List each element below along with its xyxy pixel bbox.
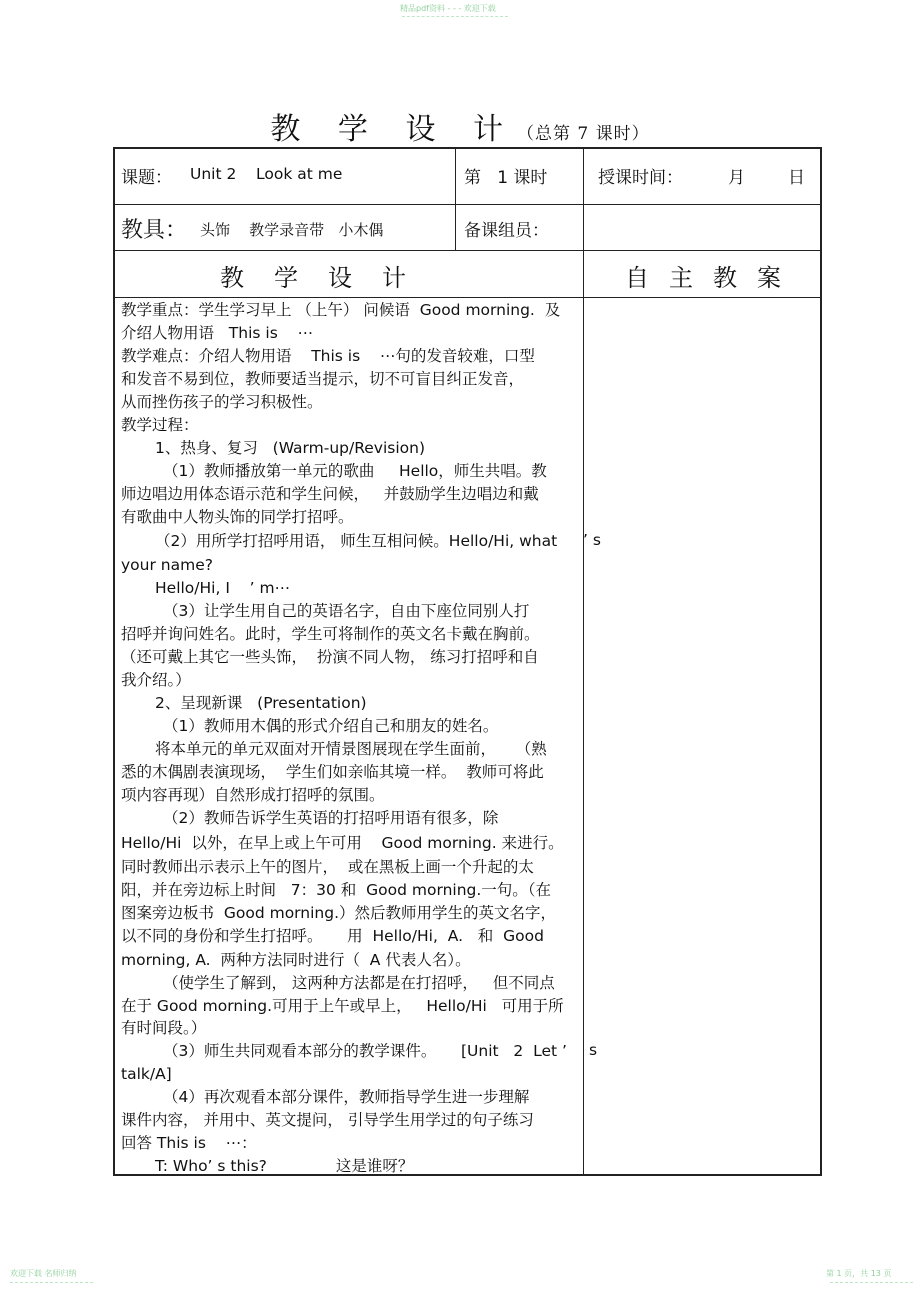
right-column-text: ’ s xyxy=(583,531,601,549)
tools-value: 头饰 教学录音带 小木偶 xyxy=(200,221,384,239)
body-line: 招呼并询问姓名。此时，学生可将制作的英文名卡戴在胸前。 xyxy=(121,625,540,643)
body-line: 介绍人物用语 This is ⋯ xyxy=(121,324,313,342)
body-line: 2、呈现新课 (Presentation) xyxy=(155,694,367,712)
tools-label: 教具： xyxy=(121,218,188,243)
body-line: morning, A. 两种方法同时进行（ A 代表人名）。 xyxy=(121,951,471,969)
body-line: 和发音不易到位，教师要适当提示，切不可盲目纠正发音， xyxy=(121,370,525,388)
title-sub: （总第 7 课时） xyxy=(516,124,650,144)
body-line: （4）再次观看本部分课件，教师指导学生进一步理解 xyxy=(163,1088,530,1106)
body-line: 项内容再现）自然形成打招呼的氛围。 xyxy=(121,786,385,804)
table-border xyxy=(455,147,456,251)
body-line: Hello/Hi 以外，在早上或上午可用 Good morning. 来进行。 xyxy=(121,834,564,852)
body-line: 教学过程： xyxy=(121,416,199,434)
table-border xyxy=(113,297,822,298)
body-line: 有歌曲中人物头饰的同学打招呼。 xyxy=(121,508,354,526)
table-border xyxy=(583,147,584,1176)
month-label: 月 xyxy=(728,168,745,188)
body-line: 我介绍。） xyxy=(121,671,191,689)
footer-left-watermark: 欢迎下载 名师归纳 xyxy=(10,1269,77,1278)
table-border xyxy=(113,147,822,149)
body-line: 回答 This is ⋯： xyxy=(121,1134,257,1152)
body-line: 从而挫伤孩子的学习积极性。 xyxy=(121,393,323,411)
body-line: T: Who’ s this? 这是谁呀？ xyxy=(155,1157,414,1175)
lesson-number: 第 1 课时 xyxy=(464,168,548,188)
self-plan-header: 自主教案 xyxy=(625,264,801,292)
body-line: （2）用所学打招呼用语， 师生互相问候。Hello/Hi, what xyxy=(155,532,558,550)
body-line: 将本单元的单元双面对开情景图展现在学生面前， （熟 xyxy=(155,740,547,758)
body-line: 有时间段。） xyxy=(121,1019,207,1037)
body-line: （1）教师播放第一单元的歌曲 Hello，师生共唱。教 xyxy=(163,462,547,480)
divider xyxy=(402,16,508,17)
body-line: 在于 Good morning.可用于上午或早上， Hello/Hi 可用于所 xyxy=(121,997,564,1015)
body-line: 以不同的身份和学生打招呼。 用 Hello/Hi, A. 和 Good xyxy=(121,927,544,945)
divider xyxy=(10,1282,93,1283)
divider xyxy=(830,1282,913,1283)
body-line: 教学难点：介绍人物用语 This is ⋯句的发音较难，口型 xyxy=(121,347,535,365)
table-border xyxy=(113,250,822,251)
body-line: talk/A] xyxy=(121,1065,172,1083)
table-border xyxy=(820,147,822,1176)
body-line: 课件内容， 并用中、英文提问， 引导学生用学过的句子练习 xyxy=(121,1111,534,1129)
header-watermark: 精品pdf资料 - - - 欢迎下载 xyxy=(400,4,496,13)
body-line: 同时教师出示表示上午的图片， 或在黑板上画一个升起的太 xyxy=(121,858,534,876)
time-label: 授课时间： xyxy=(598,168,683,188)
body-line: 1、热身、复习 (Warm-up/Revision) xyxy=(155,439,426,457)
design-header: 教学设计 xyxy=(220,264,436,292)
topic-label: 课题： xyxy=(121,168,172,188)
body-line: （使学生了解到， 这两种方法都是在打招呼， 但不同点 xyxy=(163,974,555,992)
day-label: 日 xyxy=(788,168,805,188)
body-line: （3）师生共同观看本部分的教学课件。 [Unit 2 Let ’ xyxy=(163,1042,567,1060)
table-border xyxy=(113,204,822,205)
body-line: your name? xyxy=(121,556,213,574)
body-line: （2）教师告诉学生英语的打招呼用语有很多，除 xyxy=(163,809,499,827)
body-line: （3）让学生用自己的英语名字，自由下座位同别人打 xyxy=(163,602,530,620)
body-line: 阳，并在旁边标上时间 7：30 和 Good morning.一句。（在 xyxy=(121,881,552,899)
page-title xyxy=(0,104,920,148)
body-line: 图案旁边板书 Good morning.）然后教师用学生的英文名字， xyxy=(121,904,557,922)
body-line: Hello/Hi, I ’ m⋯ xyxy=(155,579,291,597)
body-line: 师边唱边用体态语示范和学生问候， 并鼓励学生边唱边和戴 xyxy=(121,485,539,503)
topic-value: Unit 2 Look at me xyxy=(190,165,343,183)
body-line: （还可戴上其它一些头饰， 扮演不同人物， 练习打招呼和自 xyxy=(121,648,539,666)
body-line: （1）教师用木偶的形式介绍自己和朋友的姓名。 xyxy=(163,717,499,735)
footer-page-number: 第 1 页，共 13 页 xyxy=(826,1269,892,1278)
table-border xyxy=(113,147,115,1176)
title-main: 教 学 设 计 xyxy=(270,112,517,147)
right-column-text: s xyxy=(589,1041,598,1059)
body-line: 教学重点：学生学习早上 （上午） 问候语 Good morning. 及 xyxy=(121,301,561,319)
group-label: 备课组员： xyxy=(464,221,549,241)
body-line: 悉的木偶剧表演现场， 学生们如亲临其境一样。 教师可将此 xyxy=(121,763,544,781)
